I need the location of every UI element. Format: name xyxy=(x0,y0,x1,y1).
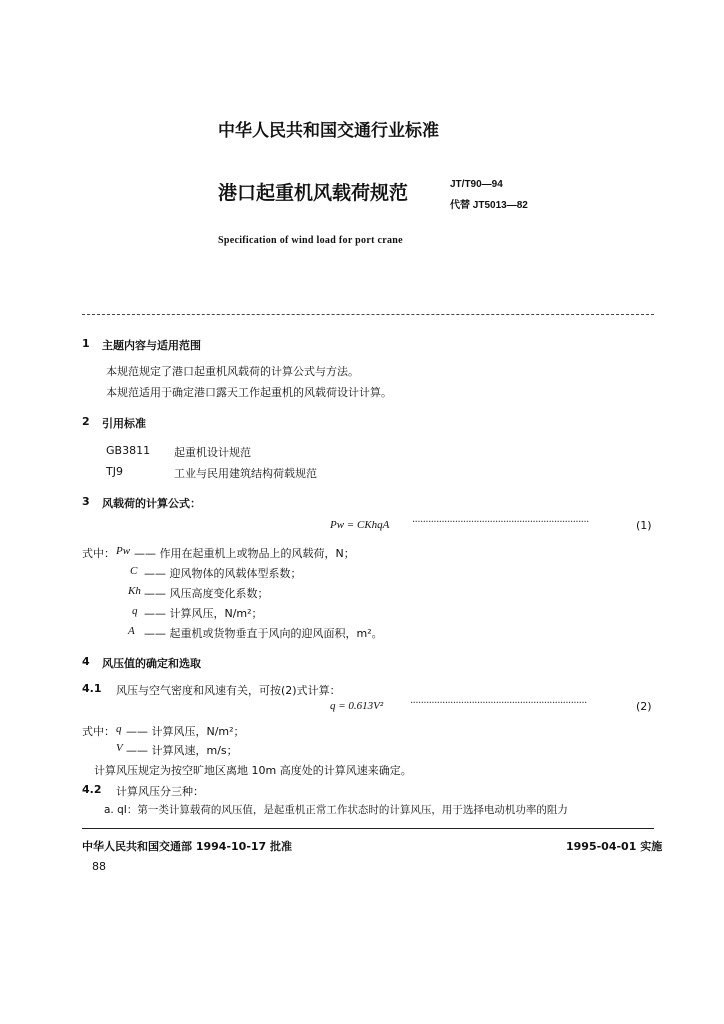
sec42-item-a: a. qⅠ：第一类计算载荷的风压值，是起重机正常工作状态时的计算风压，用于选择电动机功率的阻力 xyxy=(104,804,568,816)
replaces-code: 代替 JT5013—82 xyxy=(450,200,528,211)
formula-2: q = 0.613V² xyxy=(330,700,384,712)
def-desc: —— 计算风压，N/m²； xyxy=(144,607,263,620)
def-symbol: q xyxy=(132,605,138,617)
sec3-heading: 风载荷的计算公式： xyxy=(102,497,201,510)
def-symbol: A xyxy=(128,625,135,637)
leader-dots: ·································································· xyxy=(412,517,589,528)
english-title: Specification of wind load for port crane xyxy=(218,235,403,246)
def-symbol: Pw xyxy=(116,545,131,557)
sec1-para1: 本规范规定了港口起重机风载荷的计算公式与方法。 xyxy=(106,365,359,378)
sec4-num: 4 xyxy=(82,655,90,668)
def-desc: —— 风压高度变化系数； xyxy=(144,587,269,600)
sec2-num: 2 xyxy=(82,415,90,428)
sec41-num: 4.1 xyxy=(82,682,102,695)
sec2-heading: 引用标准 xyxy=(102,417,146,430)
where-label: 式中： xyxy=(82,725,115,738)
def-symbol: C xyxy=(130,565,138,577)
def-desc: —— 迎风物体的风载体型系数； xyxy=(144,567,302,580)
page-number: 88 xyxy=(92,860,106,873)
ref-code: TJ9 xyxy=(106,465,123,478)
def-desc: —— 计算风速，m/s； xyxy=(126,744,238,757)
def-symbol: V xyxy=(116,742,123,754)
sec41-note: 计算风压规定为按空旷地区离地 10m 高度处的计算风速来确定。 xyxy=(94,764,412,777)
ref-name: 起重机设计规范 xyxy=(174,446,251,459)
ref-name: 工业与民用建筑结构荷载规范 xyxy=(174,467,317,480)
document-title: 港口起重机风载荷规范 xyxy=(218,182,409,204)
formula-1-number: (1) xyxy=(636,519,652,532)
footer-rule xyxy=(82,828,654,829)
sec41-text: 风压与空气密度和风速有关，可按(2)式计算： xyxy=(116,684,341,697)
sec42-num: 4.2 xyxy=(82,783,102,796)
ref-code: GB3811 xyxy=(106,444,151,457)
implementation-date: 1995-04-01 实施 xyxy=(566,840,663,853)
sec1-heading: 主题内容与适用范围 xyxy=(102,339,201,352)
def-symbol: Kh xyxy=(128,585,141,597)
sec1-num: 1 xyxy=(82,337,90,350)
sec4-heading: 风压值的确定和选取 xyxy=(102,657,201,670)
def-desc: —— 作用在起重机上或物品上的风载荷，N； xyxy=(134,547,355,560)
formula-2-number: (2) xyxy=(636,700,652,713)
sec42-text: 计算风压分三种： xyxy=(116,785,204,798)
sec1-para2: 本规范适用于确定港口露天工作起重机的风载荷设计计算。 xyxy=(106,386,392,399)
def-desc: —— 计算风压，N/m²； xyxy=(126,725,245,738)
approval-line: 中华人民共和国交通部 1994-10-17 批准 xyxy=(82,840,293,853)
org-title: 中华人民共和国交通行业标准 xyxy=(218,121,439,141)
def-desc: —— 起重机或货物垂直于风向的迎风面积，m²。 xyxy=(144,627,383,640)
standard-code: JT/T90—94 xyxy=(450,179,503,190)
leader-dots: ·································································· xyxy=(410,698,587,709)
sec3-num: 3 xyxy=(82,495,90,508)
where-label: 式中： xyxy=(82,547,115,560)
def-symbol: q xyxy=(116,723,122,735)
formula-1: Pw = CKhqA xyxy=(330,519,390,531)
header-divider xyxy=(82,314,654,315)
